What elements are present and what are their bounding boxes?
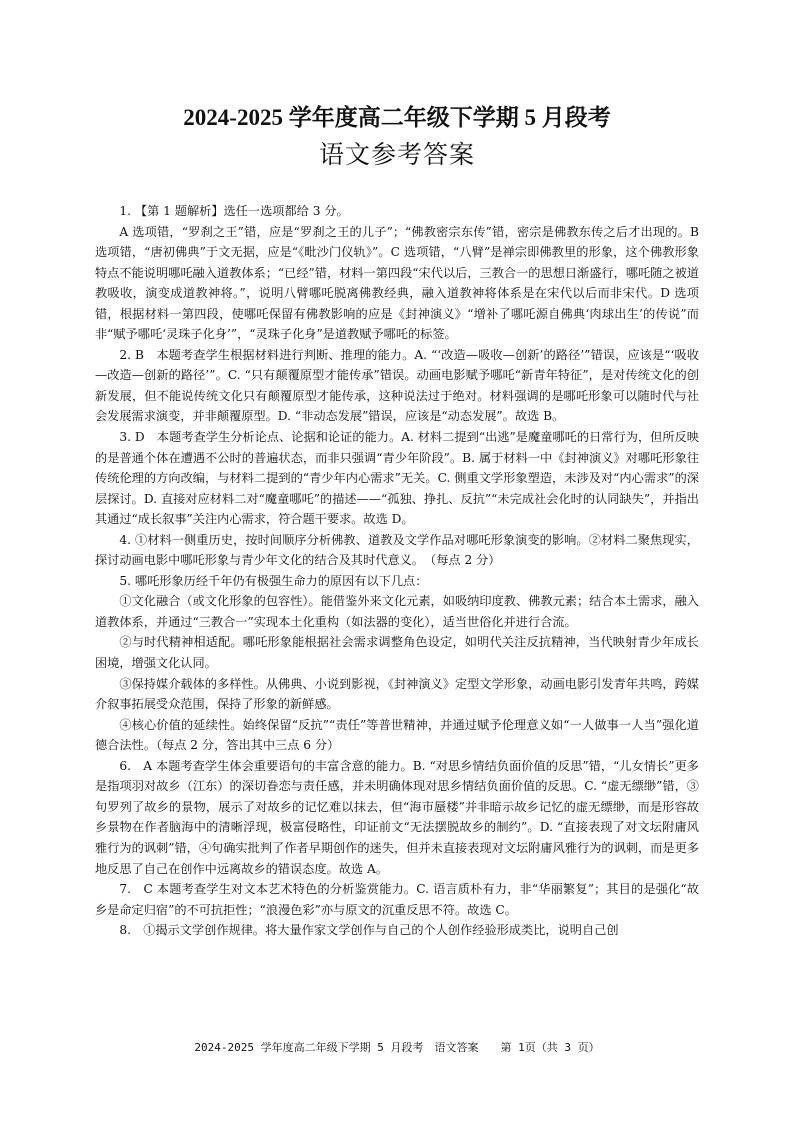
page-subtitle: 语文参考答案	[318, 140, 475, 169]
answer-paragraph: 7. C 本题考查学生对文本艺术特色的分析鉴赏能力。C. 语言质朴有力，非“华丽繁复”；其目的是强化“故乡是命定归宿”的不可抗拒性；“浪漫色彩”亦与原文的沉重反思不符。故选 C。	[95, 882, 699, 917]
answer-paragraph: ④核心价值的延续性。始终保留“反抗”“责任”等普世精神，并通过赋予伦理意义如“一人做事一人当”强化道德合法性。（每点 2 分，答出其中三点 6 分）	[95, 717, 699, 753]
answer-paragraph: 3. D 本题考查学生分析论点、论据和论证的能力。A. 材料二提到“出逃”是魔童哪吒的日常行为，但所反映的是普通个体在遭遇不公时的普遍状态，而非只强调“青少年阶段”。B. 属于材料一中《封神演义》对哪吒形象往传统伦理的方向改编，与材料二提到的“青少年内心需求”无关。C. 侧重文学形象塑造，未涉及对“内心需求”的深层探讨。D. 直接对应材料二对“魔童哪吒”的描述——“孤独、挣扎、反抗”“未完成社会化时的认同缺失”，并指出其通过“成长叙事”关注内心需求，符合题干要求。故选 D。	[95, 430, 699, 527]
page-title: 2024-2025 学年度高二年级下学期 5 月段考	[183, 105, 611, 130]
answer-paragraph: 6. A 本题考查学生体会重要语句的丰富含意的能力。B. “对思乡情结负面价值的反思”错，“儿女情长”更多是指项羽对故乡（江东）的深切眷恋与责任感，并未明确体现对思乡情结负面价值的反思。C. “虚无缥缈”错，③句罗列了故乡的景物，展示了对故乡的记忆难以抹去，但“海市蜃楼”并非暗示故乡记忆的虚无缥缈，而是形容故乡景物在作者脑海中的清晰浮现，极富侵略性，印证前文“无法摆脱故乡的制约”。D. “直接表现了对文坛附庸风雅行为的讽刺”错，④句确实批判了作者早期创作的迷失，但并未直接表现对文坛附庸风雅行为的讽刺，而是更多地反思了自己在创作中远离故乡的错误态度。故选 A。	[95, 758, 699, 876]
answer-paragraph: A 选项错，“罗刹之王”错，应是“罗刹之王的儿子”；“佛教密宗东传”错，密宗是佛教东传之后才出现的。B 选项错，“唐初佛典”于文无据，应是“《毗沙门仪轨》”。C 选项错，“八臂”是禅宗即佛教里的形象，这个佛教形象特点不能说明哪吒融入道教体系；“已经”错，材料一第四段“宋代以后，三教合一的思想日渐盛行，哪吒随之被道教吸收，演变成道教神将。”，说明八臂哪吒脱离佛教经典，融入道教神将体系是在宋代以后而非宋代。D 选项错，根据材料一第四段，使哪吒保留有佛教影响的应是《封神演义》“增补了哪吒源自佛典‘肉球出生’的传说”而非“赋予哪吒‘灵珠子化身’”，“灵珠子化身”是道教赋予哪吒的标签。	[95, 224, 699, 342]
answer-paragraph: ②与时代精神相适配。哪吒形象能根据社会需求调整角色设定，如明代关注反抗精神，当代映射青少年成长困境，增强文化认同。	[95, 635, 699, 671]
answer-paragraph: 8. ①揭示文学创作规律。将大量作家文学创作与自己的个人创作经验形成类比，说明自己创	[119, 923, 619, 938]
answer-paragraph: 4. ①材料一侧重历史，按时间顺序分析佛教、道教及文学作品对哪吒形象演变的影响。②材料二聚焦现实，探讨动画电影中哪吒形象与青少年文化的结合及其时代意义。 （每点 2 分）	[95, 532, 699, 568]
answer-paragraph: ③保持媒介载体的多样性。从佛典、小说到影视，《封神演义》定型文学形象，动画电影引发青年共鸣，跨媒介叙事拓展受众范围，保持了形象的新鲜感。	[95, 676, 699, 712]
answer-paragraph: 5. 哪吒形象历经千年仍有极强生命力的原因有以下几点：	[119, 573, 428, 588]
answer-paragraph: 2. B 本题考查学生根据材料进行判断、推理的能力。A. “‘改造—吸收—创新’的路径’”错误，应该是“‘吸收—改造—创新的路径’”。C. “只有颠覆原型才能传承”错误。动画电影赋予哪吒“新青年特征”，是对传统文化的创新发展，但不能说传统文化只有颠覆原型才能传承，这种说法过于绝对。材料强调的是哪吒形象可以随时代与社会发展需求演变，并非颠覆原型。D. “非动态发展”错误，应该是“动态发展”。故选 B。	[95, 347, 699, 424]
answer-body	[95, 201, 699, 941]
page-footer: 2024-2025 学年度高二年级下学期 5 月段考 语文答案 第 1页（共 3 页）	[194, 1041, 600, 1054]
answer-paragraph: 1. 【第 1 题解析】选任一选项都给 3 分。	[119, 204, 349, 218]
answer-paragraph: ①文化融合（或文化形象的包容性）。能借鉴外来文化元素，如吸纳印度教、佛教元素；结合本土需求，融入道教体系，并通过“三教合一”实现本土化重构（如法器的变化），适当世俗化并进行合流。	[95, 594, 699, 629]
